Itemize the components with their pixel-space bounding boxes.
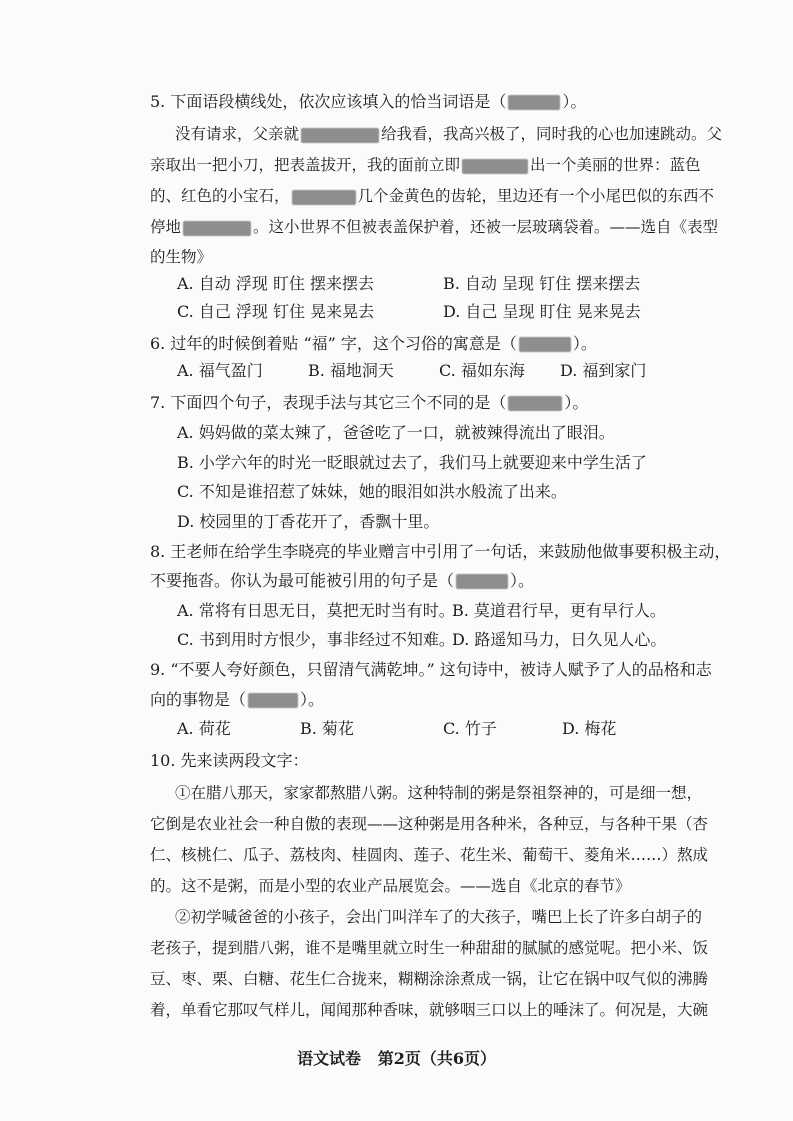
q10-para1-line: ①在腊八那天，家家都熬腊八粥。这种特制的粥是祭祖祭神的，可是细一想， [175, 784, 703, 802]
q7-stem-text: 7. 下面四个句子，表现手法与其它三个不同的是（ [150, 393, 507, 412]
passage-text: 的、红色的小宝石， [150, 187, 290, 205]
q9-stem-text: 向的事物是（ [150, 690, 247, 709]
q6-option-c[interactable]: C. 福如东海 [439, 361, 525, 380]
q7-option-c[interactable]: C. 不知是谁招惹了妹妹，她的眼泪如洪水般流了出来。 [177, 482, 567, 501]
answer-blank [508, 95, 560, 110]
q6-stem-end: ）。 [572, 334, 597, 353]
q7-stem-end: ）。 [564, 393, 589, 412]
q9-stem-end: ）。 [300, 690, 325, 709]
q8-stem-cont [150, 571, 534, 591]
passage-blank [292, 190, 356, 205]
q6-option-d[interactable]: D. 福到家门 [560, 361, 647, 380]
q7-option-a[interactable]: A. 妈妈做的菜太辣了，爸爸吃了一口，就被辣得流出了眼泪。 [177, 423, 615, 442]
q8-option-c[interactable]: C. 书到用时方恨少，事非经过不知难。 [177, 630, 455, 649]
q9-option-d[interactable]: D. 梅花 [562, 719, 617, 738]
q8-option-a[interactable]: A. 常将有日思无日，莫把无时当有时。 [177, 601, 455, 620]
passage-blank [462, 159, 528, 174]
q10-para2-line: ②初学喊爸爸的小孩子，会出门叫洋车了的大孩子，嘴巴上长了许多白胡子的 [175, 908, 703, 926]
q8-stem: 8. 王老师在给学生李晓亮的毕业赠言中引用了一句话，来鼓励他做事要积极主动， [150, 542, 731, 561]
q5-option-b[interactable]: B. 自动 呈现 钉住 摆来摆去 [443, 274, 641, 293]
q10-para2-line: 着，单看它那叹气样儿，闻闻那种香味，就够咽三口以上的唾沫了。何况是，大碗 [150, 1001, 709, 1019]
q5-stem-end: ）。 [562, 92, 587, 111]
q7-stem [150, 393, 588, 413]
q8-option-d[interactable]: D. 路遥知马力，日久见人心。 [452, 630, 667, 649]
q5-passage-line [175, 124, 722, 144]
q6-option-a[interactable]: A. 福气盈门 [177, 361, 263, 380]
q10-para2-line: 豆、枣、栗、白糖、花生仁合拢来，糊糊涂涂煮成一锅，让它在锅中叹气似的沸腾 [150, 970, 709, 988]
passage-text: 的生物》 [150, 248, 213, 266]
passage-text: 出一个美丽的世界：蓝色 [530, 156, 701, 174]
passage-blank [183, 221, 251, 236]
q10-para1-line: 它倒是农业社会一种自傲的表现——这种粥是用各种米，各种豆，与各种干果（杏 [150, 815, 709, 833]
q10-para1-line: 的。这不是粥，而是小型的农业产品展览会。——选自《北京的春节》 [150, 877, 631, 895]
q9-option-a[interactable]: A. 荷花 [177, 719, 231, 738]
q5-stem [150, 92, 586, 112]
page-footer: 语文试卷 第2页（共6页） [297, 1049, 496, 1068]
passage-blank [301, 128, 379, 143]
q5-passage-line [150, 155, 701, 175]
passage-text: 几个金黄色的齿轮，里边还有一个小尾巴似的东西不 [357, 187, 715, 205]
passage-text: 给我看，我高兴极了，同时我的心也加速跳动。父 [381, 125, 723, 143]
q5-stem-text: 5. 下面语段横线处，依次应该填入的恰当词语是（ [150, 92, 507, 111]
q10-para1-line: 仁、核桃仁、瓜子、荔枝肉、桂圆肉、莲子、花生米、葡萄干、菱角米……）熬成 [150, 846, 709, 864]
q6-stem [150, 334, 597, 354]
passage-text: 。这小世界不但被表盖保护着，还被一层玻璃袋着。——选自《表型 [253, 218, 719, 236]
answer-blank [508, 396, 562, 411]
passage-text: 亲取出一把小刀，把表盖拔开，我的面前立即 [150, 156, 461, 174]
answer-blank [456, 574, 508, 589]
q5-option-d[interactable]: D. 自己 呈现 盯住 晃来晃去 [443, 302, 641, 321]
q8-option-b[interactable]: B. 莫道君行早，更有早行人。 [452, 601, 666, 620]
q10-stem: 10. 先来读两段文字： [150, 751, 309, 770]
q8-stem-end: ）。 [510, 571, 535, 590]
passage-text: 没有请求，父亲就 [175, 125, 300, 143]
q9-option-c[interactable]: C. 竹子 [443, 719, 497, 738]
q5-passage-line [150, 247, 212, 267]
q5-option-c[interactable]: C. 自己 浮现 钉住 晃来晃去 [177, 302, 375, 321]
answer-blank [519, 337, 571, 352]
answer-blank [248, 693, 298, 708]
q5-passage-line [150, 217, 718, 237]
q6-option-b[interactable]: B. 福地洞天 [308, 361, 394, 380]
q9-option-b[interactable]: B. 菊花 [300, 719, 354, 738]
q10-para2-line: 老孩子，提到腊八粥，谁不是嘴里就立时生一种甜甜的腻腻的感觉呢。把小米、饭 [150, 939, 709, 957]
passage-text: 停地 [150, 218, 182, 236]
q6-stem-text: 6. 过年的时候倒着贴 “福” 字，这个习俗的寓意是（ [150, 334, 517, 353]
q9-stem: 9. “不要人夸好颜色，只留清气满乾坤。” 这句诗中，被诗人赋予了人的品格和志 [150, 660, 712, 679]
q5-option-a[interactable]: A. 自动 浮现 盯住 摆来摆去 [177, 274, 374, 293]
q5-passage-line [150, 186, 714, 206]
q7-option-b[interactable]: B. 小学六年的时光一眨眼就过去了，我们马上就要迎来中学生活了 [177, 453, 647, 472]
q9-stem-cont [150, 690, 324, 710]
q8-stem-text: 不要拖沓。你认为最可能被引用的句子是（ [150, 571, 455, 590]
q7-option-d[interactable]: D. 校园里的丁香花开了，香飘十里。 [177, 512, 440, 531]
